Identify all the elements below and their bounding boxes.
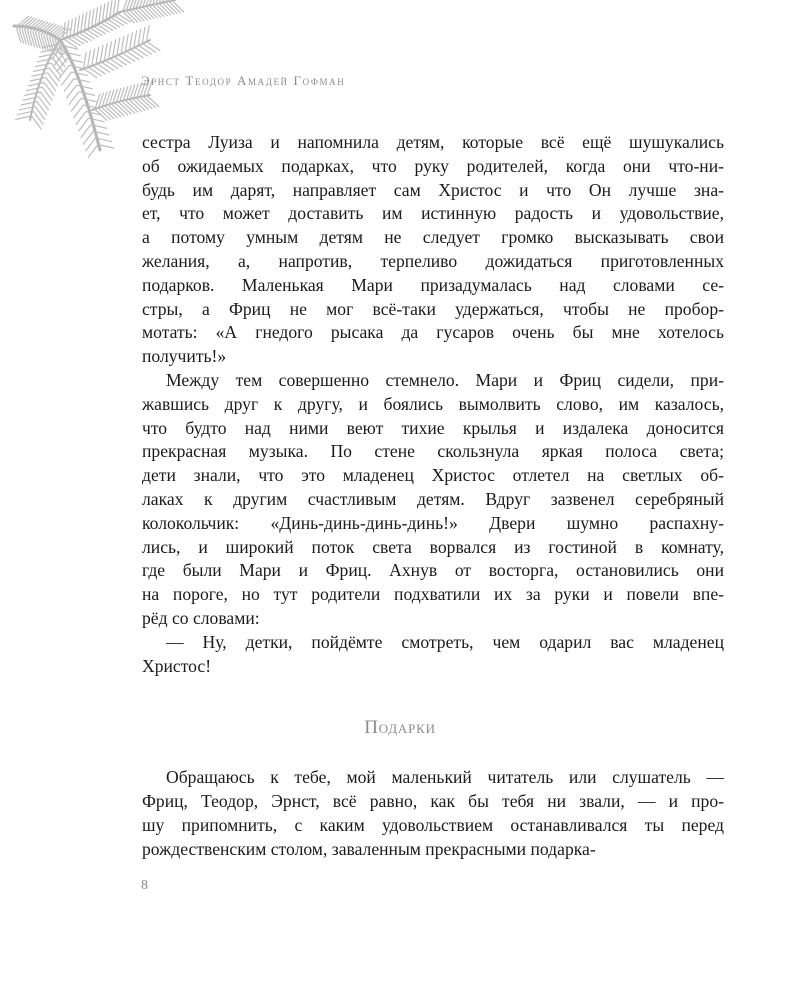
text-line: об ожидаемых подарках, что руку родителей, когда они что-ни- [142, 155, 724, 176]
pine-needle [33, 68, 49, 72]
pine-needle [77, 32, 91, 41]
pine-needle [81, 14, 83, 30]
pine-needle [67, 59, 83, 63]
pine-needle [25, 29, 30, 45]
pine-needle [138, 45, 152, 54]
pine-needle [26, 87, 42, 91]
text-line: где были Мари и Фриц. Ахнув от восторга, остановились они [142, 560, 724, 581]
text-line: подарков. Маленькая Мари призадумалась над словами се- [142, 274, 724, 295]
pine-needle [36, 33, 41, 49]
pine-needle [138, 29, 141, 45]
text-line: жавшись друг к другу, и боялись вымолвить слово, им казалось, [142, 393, 724, 414]
pine-needle [92, 65, 106, 74]
text-line: ет, что может доставить им истинную радость и удовольствие, [142, 203, 724, 224]
pine-needle [37, 58, 53, 62]
pine-needle [96, 47, 99, 63]
text-line: шу припомнить, с каким удовольствием останавливался ты перед [142, 815, 724, 835]
text-line: а потому умным детям не следует громко высказывать свои [142, 227, 724, 248]
pine-needle [79, 92, 95, 96]
pine-needle [92, 25, 106, 34]
text-line: Обращаюсь к тебе, мой маленький читатель или слушатель — [166, 767, 724, 787]
pine-needle [69, 65, 85, 69]
pine-needle [70, 35, 84, 44]
text-line: рёд со словами: [142, 607, 260, 628]
pine-needle [96, 63, 110, 72]
pine-needle [74, 17, 76, 33]
pine-needle [41, 92, 51, 105]
pine-needle [134, 30, 137, 46]
pine-needle [95, 7, 97, 23]
text-line: получить!» [142, 346, 227, 367]
pine-needle [106, 2, 108, 18]
pine-needle [105, 60, 119, 69]
pine-needle [88, 10, 90, 26]
pine-needle [121, 36, 124, 52]
pine-needle [44, 35, 49, 51]
pine-needle [27, 30, 32, 46]
pine-needle [51, 63, 61, 76]
pine-needle [147, 25, 150, 41]
page-number: 8 [141, 878, 148, 893]
pine-needle [42, 87, 52, 100]
pine-needle [55, 54, 65, 67]
pine-needle [134, 47, 148, 56]
pine-needle [113, 56, 127, 65]
pine-needle [103, 4, 105, 20]
text-line: на пороге, но тут родители подхватили их за руки и повели впе- [142, 584, 724, 605]
pine-needle [37, 102, 47, 115]
pine-needle [30, 31, 35, 47]
text-line: дети знали, что это младенец Христос отлетел на светлых об- [142, 465, 724, 486]
pine-needle [130, 32, 133, 48]
pine-needle [22, 97, 38, 101]
text-line: лаках к другим счастливым детям. Вдруг зазвенел серебряный [142, 488, 724, 509]
pine-needle [81, 98, 97, 102]
section-body-text [142, 765, 724, 861]
pine-needle [126, 34, 129, 50]
pine-needle [28, 82, 44, 86]
pine-needle [109, 58, 123, 67]
pine-needle [81, 30, 95, 39]
pine-needle [142, 27, 145, 43]
pine-needle [22, 28, 27, 44]
text-line: Фриц, Теодор, Эрнст, всё равно, как бы тебя ни звали, — и про- [142, 791, 724, 811]
pine-needle [84, 105, 100, 109]
text-line: Между тем совершенно стемнело. Мари и Фриц сидели, при- [166, 369, 724, 390]
pine-needle [16, 27, 21, 43]
body-text [142, 131, 724, 678]
pine-needle [117, 38, 120, 54]
text-line: стры, а Фриц не мог всё-таки удержаться, чтобы не пробор- [142, 298, 724, 319]
pine-needle [48, 73, 58, 86]
pine-needle [35, 63, 51, 67]
pine-needle [142, 43, 156, 52]
section-heading: Подарки [364, 717, 436, 738]
pine-needle [77, 15, 79, 31]
pine-needle [33, 111, 43, 124]
pine-needle [92, 9, 94, 25]
pine-needle [113, 0, 115, 15]
pine-needle [88, 50, 91, 66]
pine-needle [74, 79, 90, 83]
pine-needle [76, 85, 92, 89]
text-line: прекрасная музыка. По стене скользнула яркая полоса света; [142, 441, 724, 462]
pine-needle [84, 52, 87, 68]
pine-needle [110, 0, 112, 16]
pine-needle [85, 29, 99, 38]
pine-needle [30, 78, 46, 82]
pine-needle [121, 52, 135, 61]
pine-needle [117, 54, 131, 63]
pine-needle [24, 92, 40, 96]
pine-needle [74, 34, 88, 43]
pine-needle [100, 45, 103, 61]
pine-needle [67, 37, 81, 46]
pine-needle [103, 20, 117, 29]
pine-needle [126, 51, 140, 60]
pine-needle [113, 15, 127, 24]
pine-needle [35, 106, 45, 119]
text-line: сестра Луиза и напомнила детям, которые всё ещё шушукались [142, 132, 724, 152]
pine-needle [46, 78, 56, 91]
pine-needle [70, 19, 72, 35]
text-line: лись, и широкий поток света ворвался из гостиной в комнату, [142, 536, 724, 557]
text-line: мотать: «А гнедого рысака да гусаров очень бы мне хотелось [142, 322, 724, 343]
pine-needle [15, 116, 31, 120]
pine-needle [100, 61, 114, 70]
text-line: — Ну, детки, пойдёмте смотреть, чем одарил вас младенец [166, 631, 724, 652]
pine-needle [72, 72, 88, 76]
pine-needle [85, 12, 87, 28]
pine-needle [19, 28, 24, 44]
pine-needle [109, 41, 112, 57]
pine-needle [88, 67, 102, 76]
text-line: будь им дарят, направляет сам Христос и что Он лучше зна- [142, 179, 724, 200]
pine-needle [113, 39, 116, 55]
running-head-author: Эрнст Теодор Амадей Гофман [141, 73, 346, 88]
pine-needle [41, 34, 46, 50]
pine-needle [99, 22, 113, 31]
pine-needle [39, 54, 55, 58]
text-line: рождественским столом, заваленным прекрасными подарка- [142, 839, 596, 859]
text-line: что будто над ними веют тихие крылья и издалека доносится [142, 417, 724, 438]
text-line: колокольчик: «Динь-динь-динь-динь!» Двери шумно распахну- [142, 512, 724, 533]
pine-needle [84, 69, 98, 78]
pine-needle [130, 49, 144, 58]
pine-needle [110, 17, 124, 26]
pine-needle [92, 48, 95, 64]
pine-needle [147, 42, 161, 51]
pine-needle [31, 73, 47, 77]
pine-needle [95, 23, 109, 32]
pine-needle [99, 5, 101, 21]
pine-needle [32, 116, 42, 129]
pine-needle [39, 97, 49, 110]
text-line: желания, а, напротив, терпеливо дожидаться приготовленных [142, 250, 724, 271]
pine-needle [88, 27, 102, 36]
pine-needle [105, 43, 108, 59]
pine-needle [106, 18, 120, 27]
text-line: Христос! [142, 655, 212, 676]
pine-needle [33, 32, 38, 48]
pine-needle [44, 82, 54, 95]
